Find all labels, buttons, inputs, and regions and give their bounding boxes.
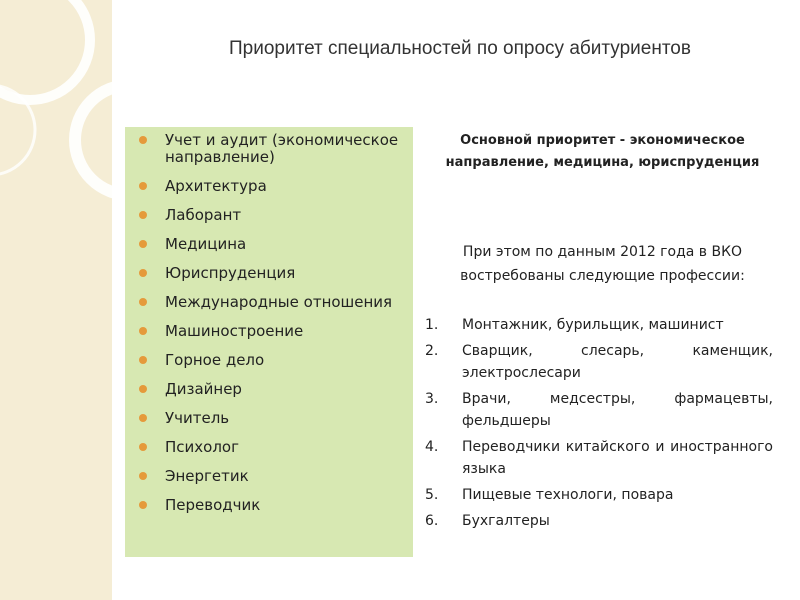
list-item-text: Медицина [165, 235, 247, 253]
list-item [139, 236, 413, 253]
bullet-icon [139, 327, 147, 335]
decorative-sidebar [0, 0, 112, 600]
list-item-text: Переводчик [165, 496, 261, 514]
list-item-text: Психолог [165, 438, 239, 456]
list-item [139, 497, 413, 514]
bullet-icon [139, 501, 147, 509]
list-number: 3. [425, 391, 439, 407]
list-item [139, 468, 413, 485]
list-number: 4. [425, 439, 439, 455]
list-item [425, 484, 773, 506]
list-item-text: Монтажник, бурильщик, машинист [462, 317, 724, 333]
bullet-icon [139, 269, 147, 277]
list-item [139, 132, 413, 166]
list-item [139, 381, 413, 398]
professions-list [425, 314, 773, 536]
bullet-icon [139, 136, 147, 144]
bullet-icon [139, 211, 147, 219]
list-item [139, 352, 413, 369]
list-item [425, 314, 773, 336]
list-item [425, 510, 773, 532]
list-item [139, 439, 413, 456]
list-item-text: Бухгалтеры [462, 513, 550, 529]
list-item-text: Учитель [165, 409, 230, 427]
bullet-icon [139, 443, 147, 451]
bullet-icon [139, 298, 147, 306]
list-item-text: Энергетик [165, 467, 249, 485]
bullet-icon [139, 472, 147, 480]
bullet-icon [139, 182, 147, 190]
decorative-circles [0, 0, 112, 600]
bullet-icon [139, 385, 147, 393]
bullet-icon [139, 414, 147, 422]
list-item-text: Дизайнер [165, 380, 242, 398]
list-item-text: Международные отношения [165, 293, 393, 311]
list-number: 1. [425, 317, 439, 333]
list-item-text: Машиностроение [165, 322, 304, 340]
list-item-text: Горное дело [165, 351, 265, 369]
list-item [425, 340, 773, 384]
list-item [139, 323, 413, 340]
list-item-text: Переводчики китайского и иностранного языка [462, 439, 773, 477]
bullet-icon [139, 240, 147, 248]
list-item [139, 265, 413, 282]
list-item-text: Пищевые технологи, повара [462, 487, 674, 503]
list-item-text: Учет и аудит (экономическое направление) [165, 131, 399, 166]
list-item [139, 294, 413, 311]
intro-text: При этом по данным 2012 года в ВКО востребованы следующие профессии: [460, 244, 745, 284]
list-item [425, 388, 773, 432]
priority-note: Основной приоритет - экономическое направление, медицина, юриспруденция [445, 133, 760, 170]
list-item [139, 207, 413, 224]
slide-title: Приоритет специальностей по опросу абитуриентов [229, 38, 691, 59]
bullet-icon [139, 356, 147, 364]
list-item-text: Лаборант [165, 206, 242, 224]
list-item-text: Врачи, медсестры, фармацевты, фельдшеры [462, 391, 773, 429]
list-number: 5. [425, 487, 439, 503]
list-number: 6. [425, 513, 439, 529]
specialties-list [125, 127, 413, 557]
list-item [139, 178, 413, 195]
list-item [139, 410, 413, 427]
list-number: 2. [425, 343, 439, 359]
list-item-text: Архитектура [165, 177, 267, 195]
list-item [425, 436, 773, 480]
list-item-text: Сварщик, слесарь, каменщик, электрослесари [462, 343, 773, 381]
list-item-text: Юриспруденция [165, 264, 296, 282]
